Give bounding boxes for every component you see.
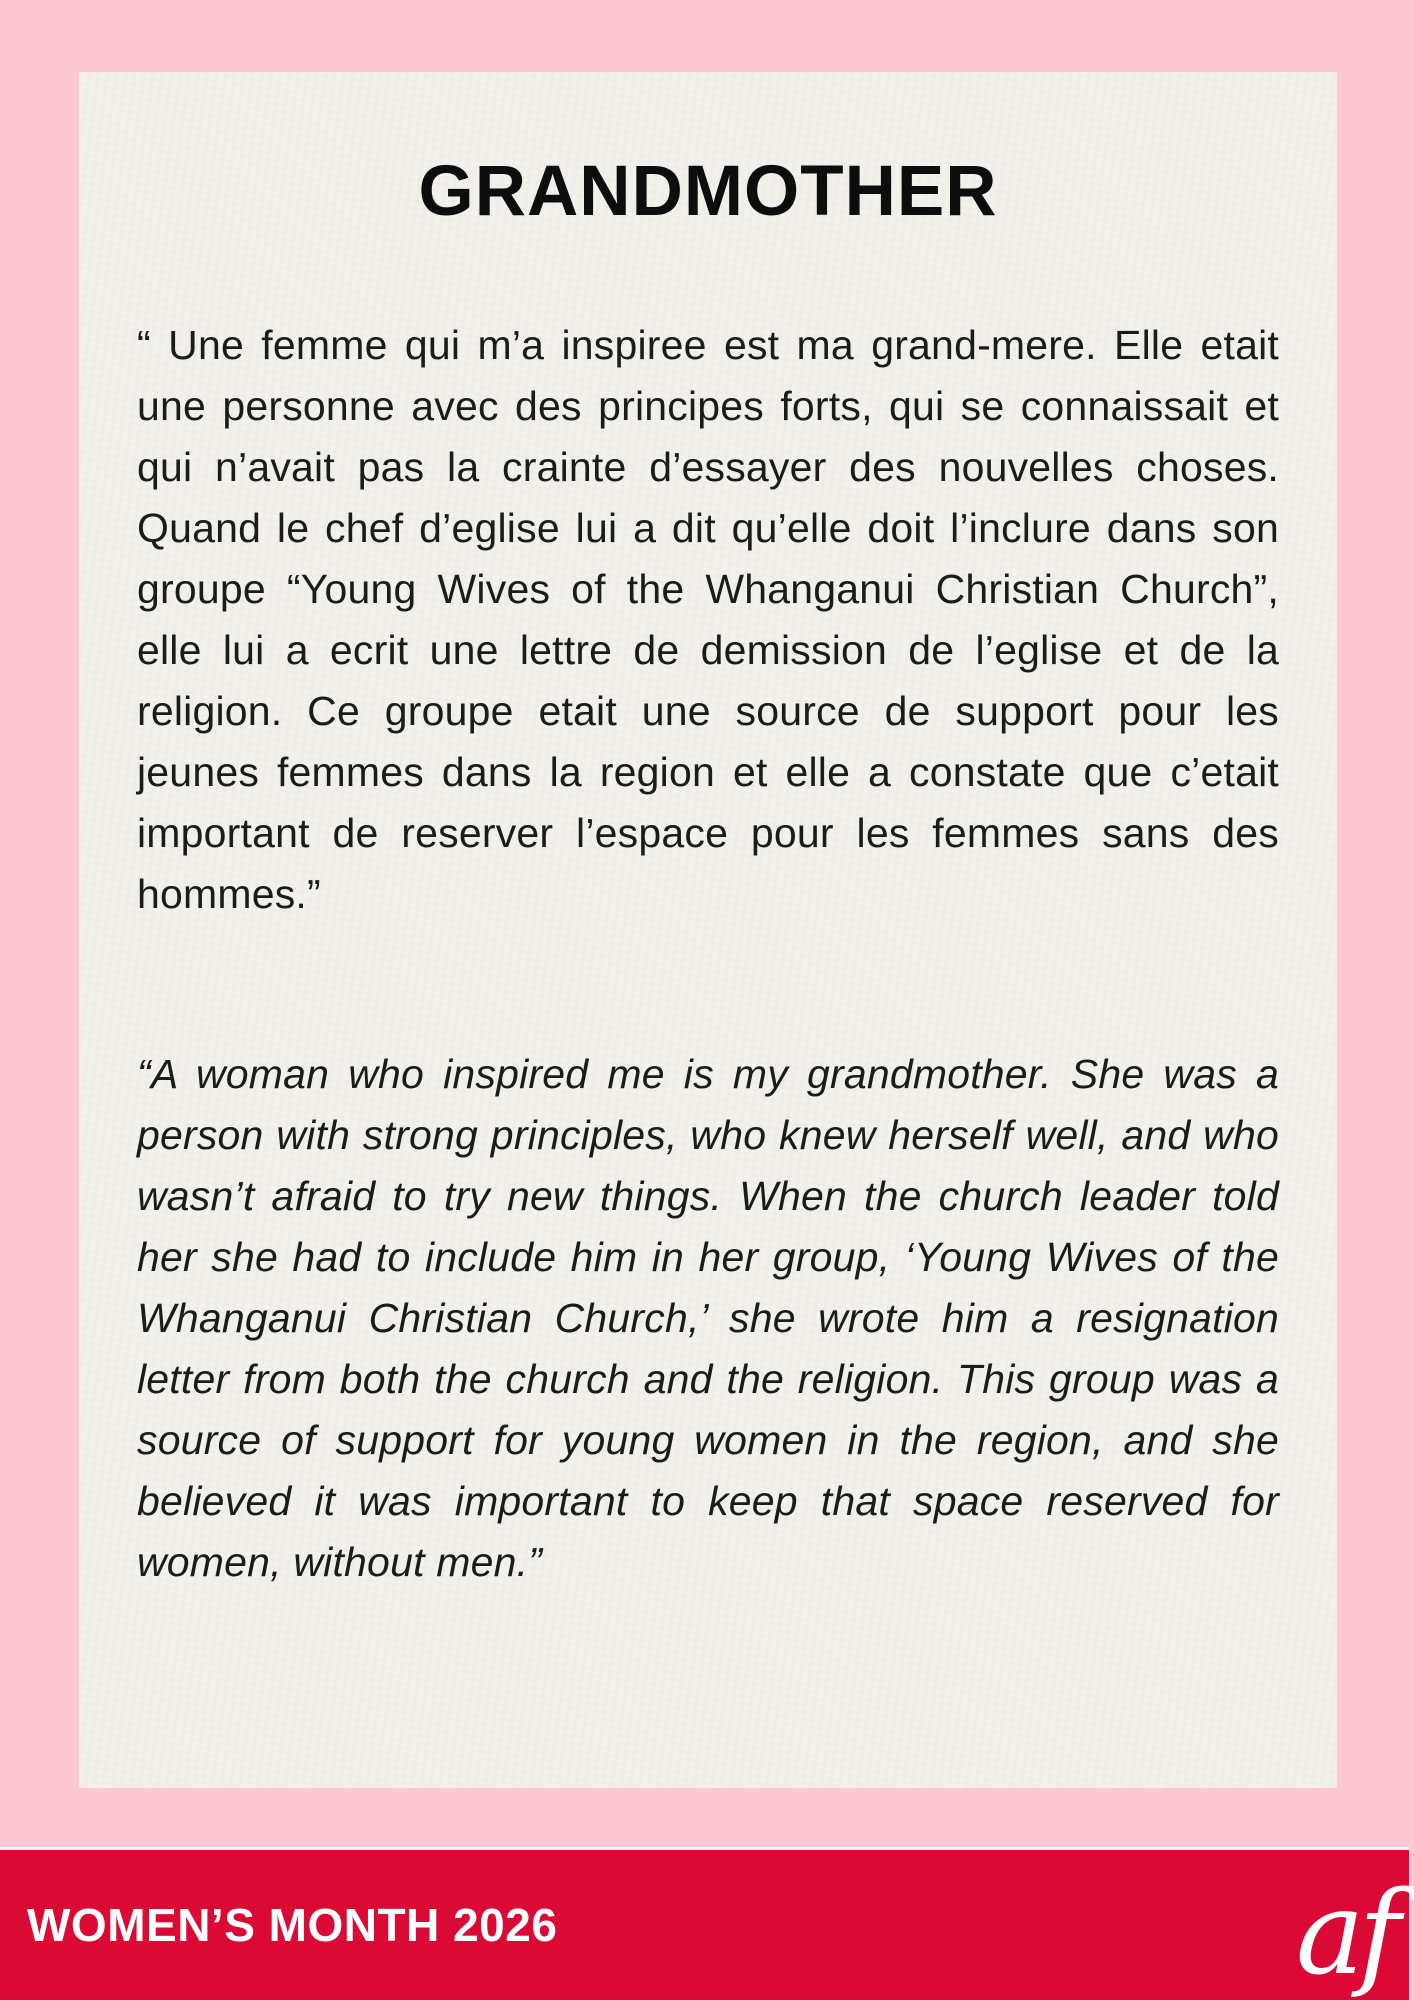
alliance-francaise-logo: af <box>1295 1867 1395 2001</box>
paper-panel <box>79 72 1337 1788</box>
quote-english: “A woman who inspired me is my grandmother. She was a person with strong principles, who knew herself well, and who wasn’t afraid to try new things. When the church leader told her she had to include him in her group, ‘Young Wives of the Whanganui Christian Church,’ she wrote him a resignation letter from both the church and the religion. This group was a source of support for young women in the region, and she believed it was important to keep that space reserved for women, without men.” <box>137 1051 1279 1585</box>
footer-bar <box>0 1847 1409 2000</box>
footer-campaign-label: WOMEN’S MONTH 2026 <box>27 1899 558 1951</box>
quote-french: “ Une femme qui m’a inspiree est ma grand-mere. Elle etait une personne avec des principes forts, qui se connaissait et qui n’avait pas la crainte d’essayer des nouvelles choses. Quand le chef d’eglise lui a dit qu’elle doit l’inclure dans son groupe “Young Wives of the Whanganui Christian Church”, elle lui a ecrit une lettre de demission de l’eglise et de la religion. Ce groupe etait une source de support pour les jeunes femmes dans la region et elle a constate que c’etait important de reserver l’espace pour les femmes sans des hommes.” <box>137 322 1279 917</box>
poster-title: GRANDMOTHER <box>418 152 998 231</box>
